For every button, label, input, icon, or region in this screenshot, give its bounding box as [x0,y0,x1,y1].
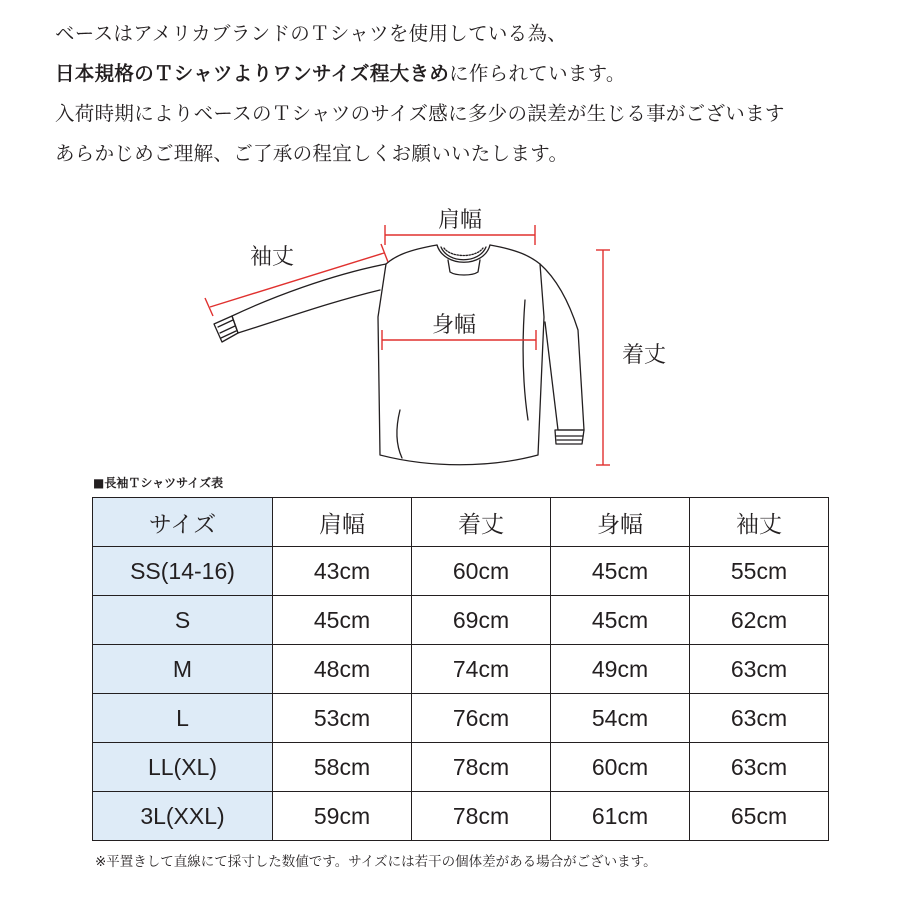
table-row [93,645,829,694]
tshirt-right-sleeve [540,264,584,430]
measurement-cell: 54cm [551,694,690,743]
sleeve-label: 袖丈 [250,245,295,270]
measurement-cell: 59cm [273,792,412,841]
measurement-cell: 55cm [690,547,829,596]
intro-line-1: ベースはアメリカブランドのＴシャツを使用している為、 [55,22,568,45]
measurement-cell: 53cm [273,694,412,743]
size-table-title: ■長袖Ｔシャツサイズ表 [93,476,224,490]
table-header-cell: 肩幅 [273,498,412,547]
intro-text [55,14,875,174]
intro-line-2-bold: 日本規格のＴシャツよりワンサイズ程大きめ [55,62,450,85]
sleeve-measure-line [210,253,384,307]
measurement-cell: 74cm [412,645,551,694]
tshirt-left-sleeve [232,264,386,333]
shoulder-label: 肩幅 [438,208,483,233]
tshirt-body-outline [378,245,544,465]
size-table [92,497,829,841]
measurement-cell: 63cm [690,694,829,743]
measurement-cell: 43cm [273,547,412,596]
intro-line-2 [55,54,875,94]
measurement-cell: 49cm [551,645,690,694]
measurement-note: ※平置きして直線にて採寸した数値です。サイズには若干の個体差がある場合がございます。 [95,854,657,870]
table-header-row [93,498,829,547]
tshirt-right-cuff [555,430,584,444]
length-label: 着丈 [622,343,667,368]
chest-label: 身幅 [432,313,477,338]
measurement-cell: 45cm [551,547,690,596]
table-header-cell: 袖丈 [690,498,829,547]
size-cell: S [93,596,273,645]
measurement-cell: 60cm [551,743,690,792]
size-cell: LL(XL) [93,743,273,792]
measurement-cell: 48cm [273,645,412,694]
measurement-cell: 63cm [690,645,829,694]
table-header-cell: サイズ [93,498,273,547]
size-cell: 3L(XXL) [93,792,273,841]
measurement-cell: 45cm [273,596,412,645]
measurement-cell: 63cm [690,743,829,792]
table-row [93,547,829,596]
measurement-cell: 61cm [551,792,690,841]
size-cell: L [93,694,273,743]
measurement-cell: 78cm [412,792,551,841]
table-row [93,743,829,792]
intro-line-3: 入荷時期によりベースのＴシャツのサイズ感に多少の誤差が生じる事がございます [55,102,785,125]
measurement-cell: 58cm [273,743,412,792]
table-row [93,792,829,841]
size-cell: M [93,645,273,694]
measurement-cell: 76cm [412,694,551,743]
measurement-cell: 65cm [690,792,829,841]
measurement-cell: 45cm [551,596,690,645]
table-header-cell: 身幅 [551,498,690,547]
tshirt-left-cuff [214,316,238,342]
measurement-cell: 60cm [412,547,551,596]
measurement-cell: 62cm [690,596,829,645]
table-row [93,694,829,743]
intro-line-4: あらかじめご理解、ご了承の程宜しくお願いいたします。 [55,142,569,165]
intro-line-2-rest: に作られています。 [449,62,626,85]
table-header-cell: 着丈 [412,498,551,547]
measurement-cell: 69cm [412,596,551,645]
table-row [93,596,829,645]
tshirt-measurement-diagram [0,180,900,480]
size-cell: SS(14-16) [93,547,273,596]
measurement-cell: 78cm [412,743,551,792]
